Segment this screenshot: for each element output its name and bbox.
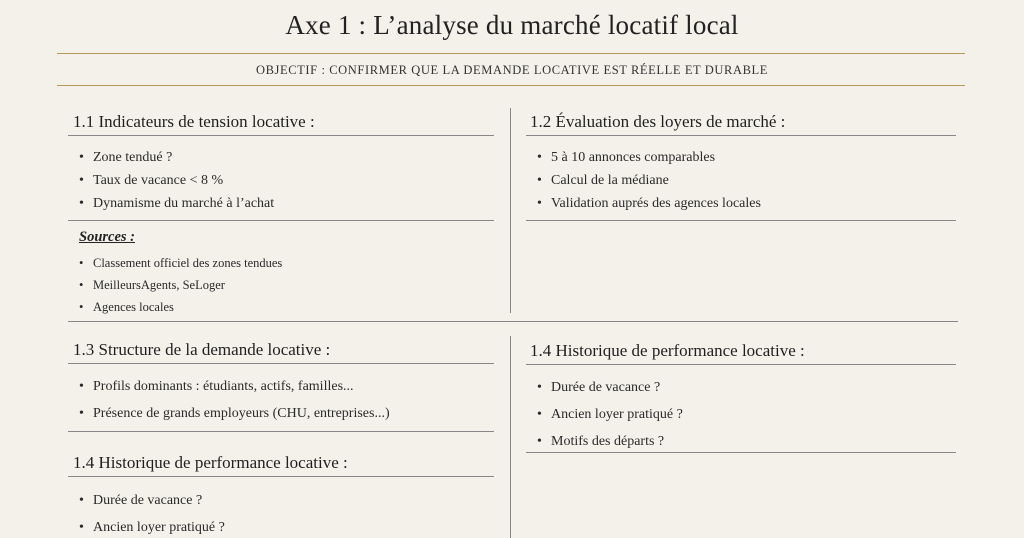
list-item: • Durée de vacance ? <box>537 374 683 401</box>
section-1-4-right-list-divider <box>526 452 956 453</box>
list-item: • Motifs des départs ? <box>537 428 683 455</box>
section-1-4-right-list <box>537 374 683 455</box>
section-1-1-list-divider <box>68 220 494 221</box>
list-item: • Ancien loyer pratiqué ? <box>79 514 225 538</box>
page-title: Axe 1 : L’analyse du marché locatif local <box>285 10 739 40</box>
list-item: • Taux de vacance < 8 % <box>79 169 274 192</box>
section-1-3-list <box>79 373 390 427</box>
section-1-4-right-underline <box>526 364 956 365</box>
sources-label: Sources : <box>79 229 135 245</box>
list-item: • Classement officiel des zones tendues <box>79 252 282 274</box>
list-item: • Calcul de la médiane <box>537 169 761 192</box>
list-item: • Validation auprés des agences locales <box>537 192 761 215</box>
title-divider <box>57 53 965 54</box>
section-1-2-list-divider <box>526 220 956 221</box>
section-1-2-list <box>537 146 761 215</box>
section-1-4-left-underline <box>68 476 494 477</box>
column-divider-bottom <box>510 336 511 538</box>
list-item: • Profils dominants : étudiants, actifs, familles... <box>79 373 390 400</box>
objective-banner: OBJECTIF : CONFIRMER QUE LA DEMANDE LOCATIVE EST RÉELLE ET DURABLE <box>255 63 769 77</box>
objective-divider <box>57 85 965 86</box>
column-divider-top <box>510 108 511 313</box>
list-item: • MeilleursAgents, SeLoger <box>79 274 282 296</box>
section-1-3-underline <box>68 363 494 364</box>
list-item: • Agences locales <box>79 296 282 318</box>
sources-list <box>79 252 282 318</box>
list-item: • Durée de vacance ? <box>79 487 225 514</box>
section-1-3-list-divider <box>68 431 494 432</box>
section-1-1-heading: 1.1 Indicateurs de tension locative : <box>73 112 315 131</box>
section-1-3-heading: 1.3 Structure de la demande locative : <box>73 340 331 359</box>
section-1-2-heading: 1.2 Évaluation des loyers de marché : <box>530 112 786 131</box>
list-item: • 5 à 10 annonces comparables <box>537 146 761 169</box>
section-1-1-list <box>79 146 274 215</box>
list-item: • Zone tendué ? <box>79 146 274 169</box>
section-1-1-underline <box>68 135 494 136</box>
row-divider <box>68 321 958 322</box>
list-item: • Dynamisme du marché à l’achat <box>79 192 274 215</box>
section-1-2-underline <box>526 135 956 136</box>
section-1-4-heading-right: 1.4 Historique de performance locative : <box>530 341 805 360</box>
section-1-4-left-list <box>79 487 225 538</box>
section-1-4-heading-left: 1.4 Historique de performance locative : <box>73 453 348 472</box>
list-item: • Ancien loyer pratiqué ? <box>537 401 683 428</box>
list-item: • Présence de grands employeurs (CHU, entreprises...) <box>79 400 390 427</box>
